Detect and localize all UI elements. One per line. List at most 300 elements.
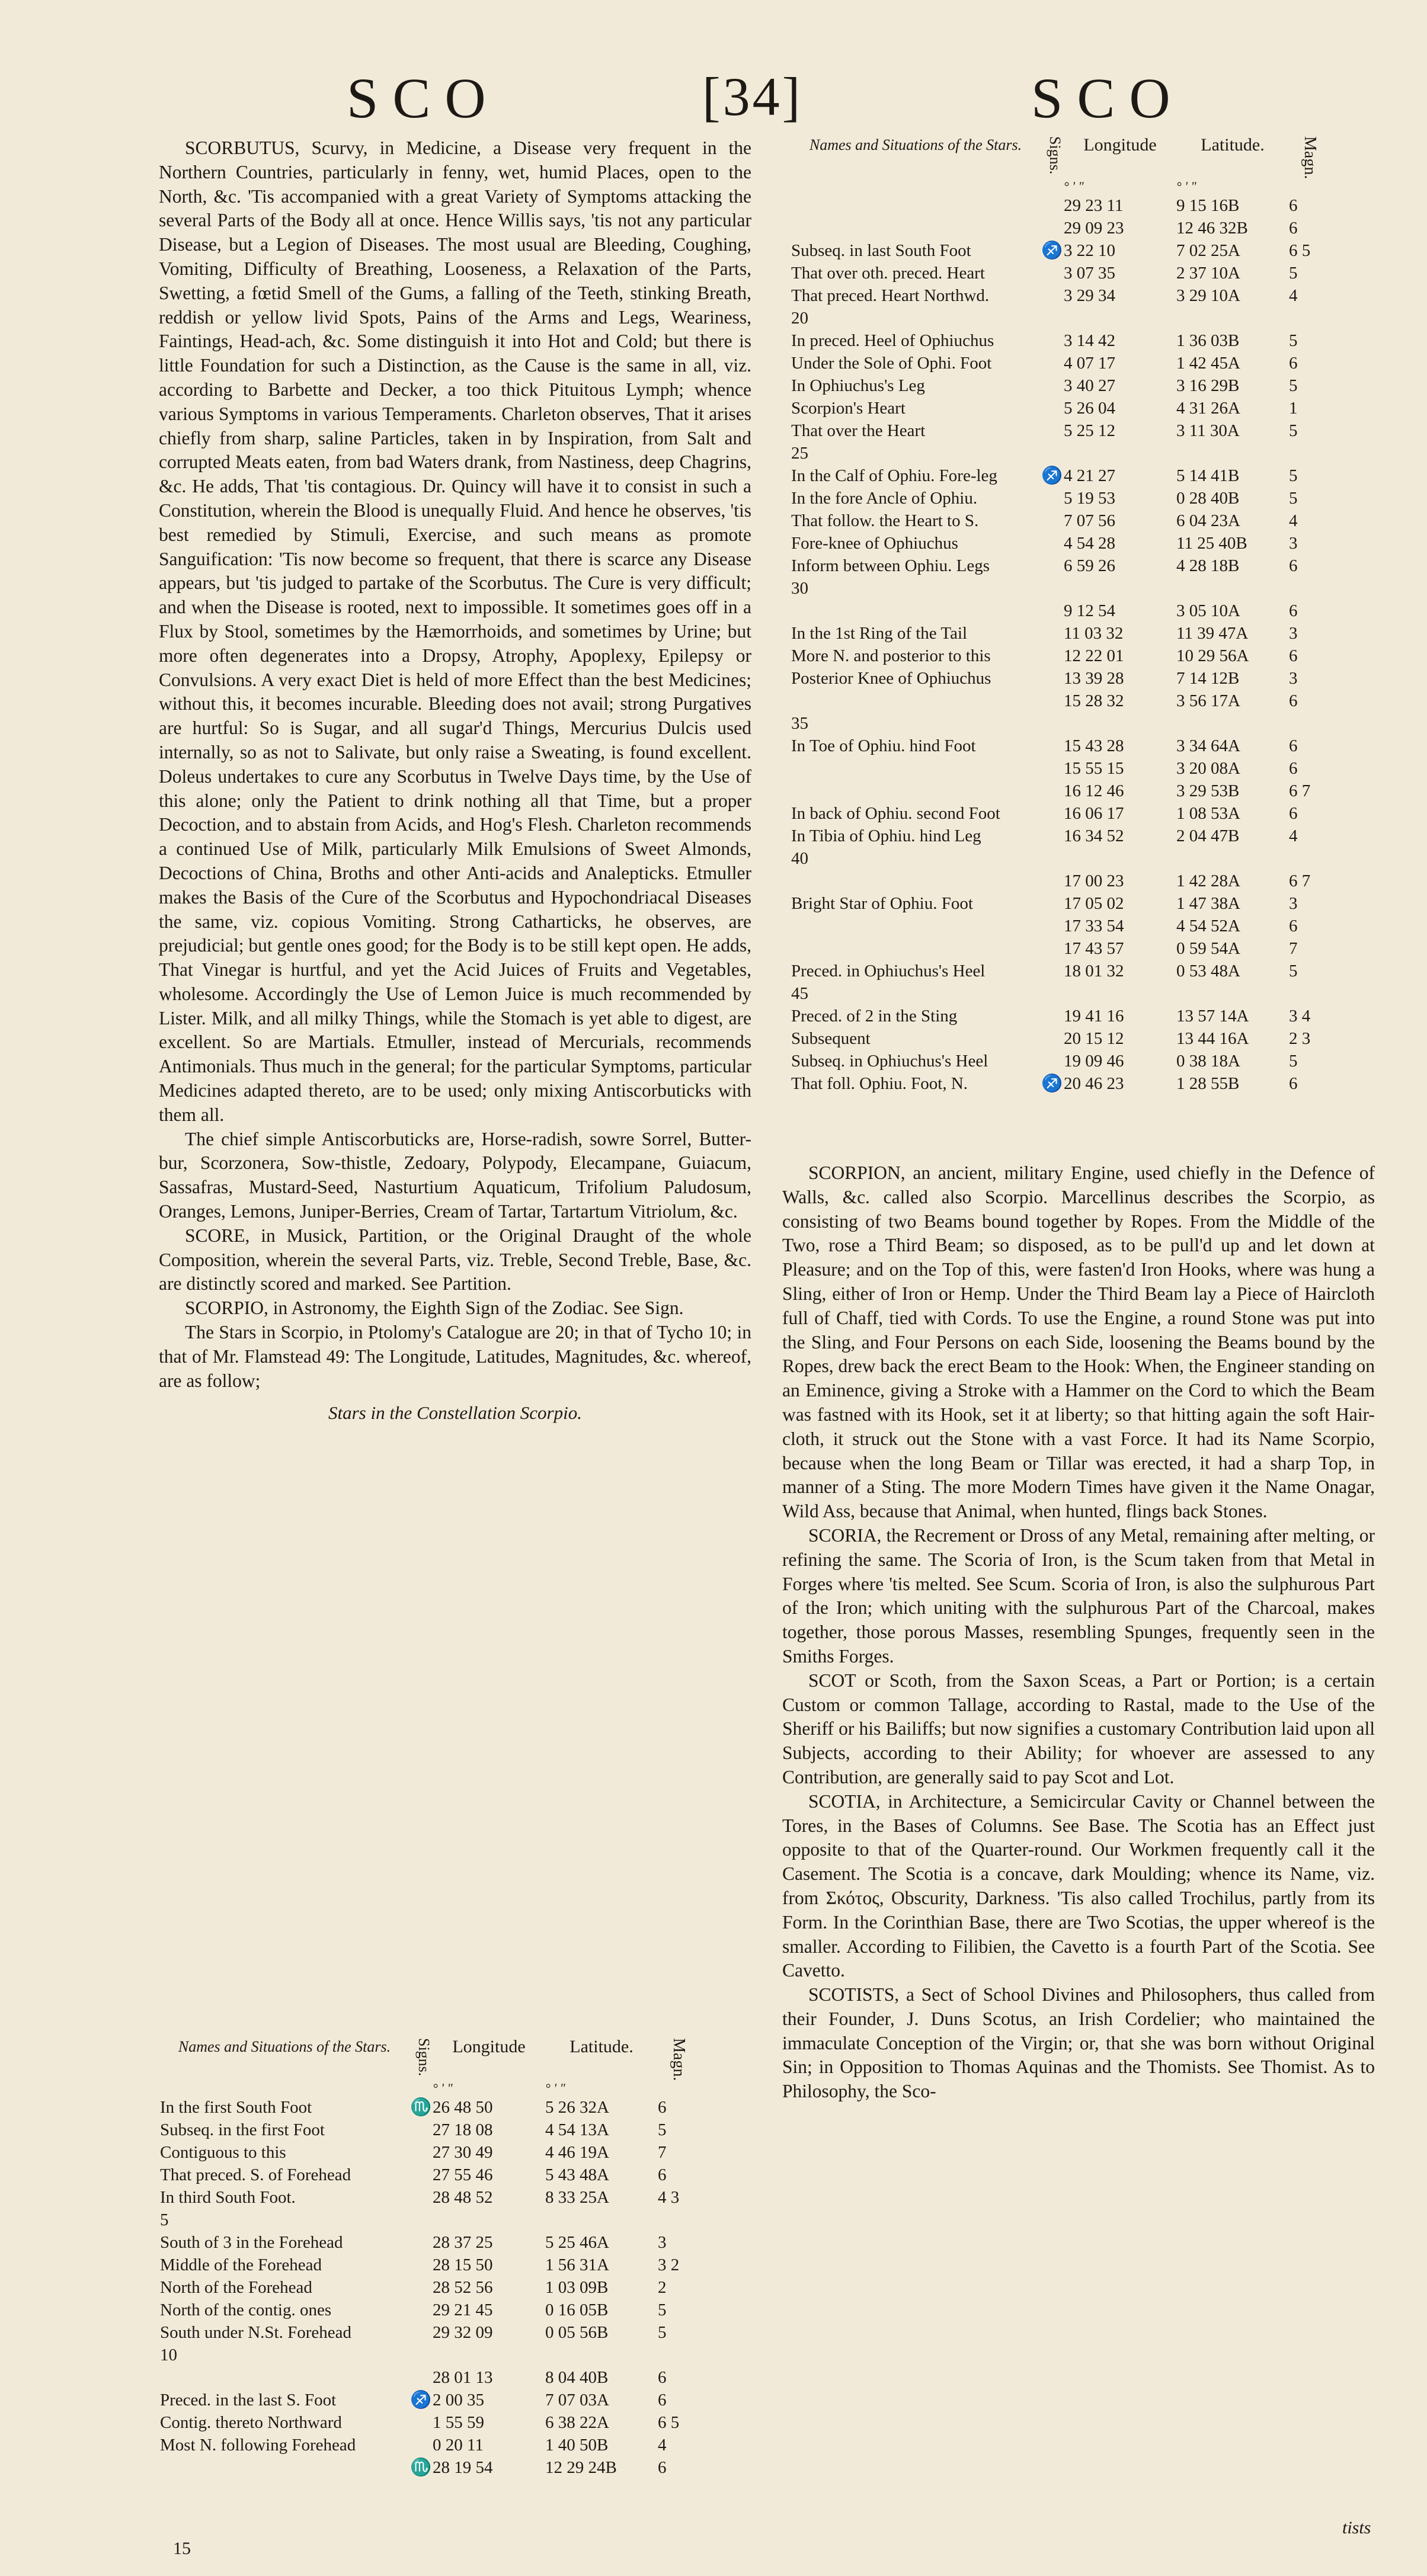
star-longitude: 0 20 11 xyxy=(433,2436,484,2455)
header-magn: Magn. xyxy=(670,2038,688,2081)
star-longitude xyxy=(1064,442,1176,464)
star-latitude: 0 59 54A xyxy=(1176,939,1240,959)
star-magnitude: 4 3 xyxy=(658,2188,680,2207)
star-sign xyxy=(409,2366,433,2389)
star-latitude: 1 08 53A xyxy=(1176,804,1240,824)
star-name: Preced. in the last S. Foot xyxy=(160,2391,337,2410)
star-name: Posterior Knee of Ophiuchus xyxy=(791,669,991,688)
star-name: In Tibia of Ophiu. hind Leg xyxy=(791,826,981,846)
star-sign xyxy=(1040,780,1064,802)
table-row xyxy=(791,735,1390,757)
star-name xyxy=(791,937,1040,960)
star-latitude: 6 04 23A xyxy=(1176,511,1240,531)
star-magnitude xyxy=(658,2344,687,2366)
star-longitude: 17 05 02 xyxy=(1064,894,1124,914)
star-latitude: 5 14 41B xyxy=(1176,466,1240,486)
table-row xyxy=(791,284,1390,307)
star-latitude: 2 37 10A xyxy=(1176,264,1240,283)
star-sign xyxy=(409,2164,433,2186)
star-magnitude xyxy=(1289,577,1319,600)
star-magnitude: 3 xyxy=(1289,624,1298,643)
star-longitude: 27 55 46 xyxy=(433,2165,493,2185)
star-name: In the Calf of Ophiu. Fore-leg xyxy=(791,466,997,486)
units-row xyxy=(160,2081,747,2096)
star-longitude xyxy=(433,2209,545,2231)
star-sign xyxy=(409,2321,433,2344)
star-magnitude: 4 xyxy=(1289,511,1298,531)
star-sign xyxy=(1040,600,1064,622)
star-latitude: 3 16 29B xyxy=(1176,376,1240,396)
star-longitude: 17 43 57 xyxy=(1064,939,1124,959)
star-name xyxy=(791,757,1040,780)
star-name: 35 xyxy=(791,714,808,733)
star-sign xyxy=(1040,690,1064,712)
star-magnitude: 4 xyxy=(1289,286,1298,306)
star-name: Under the Sole of Ophi. Foot xyxy=(791,354,992,373)
star-name: In the 1st Ring of the Tail xyxy=(791,624,968,643)
units-latitude: ° ʹ ʺ xyxy=(1176,179,1196,194)
star-latitude: 4 54 52A xyxy=(1176,917,1240,936)
star-name: That preced. Heart Northwd. xyxy=(791,286,990,306)
star-latitude: 13 57 14A xyxy=(1176,1007,1249,1026)
star-magnitude: 6 xyxy=(1289,354,1298,373)
star-sign xyxy=(1040,667,1064,690)
star-latitude: 0 38 18A xyxy=(1176,1052,1240,1071)
star-longitude: 20 15 12 xyxy=(1064,1029,1124,1049)
units-longitude: ° ʹ ʺ xyxy=(433,2081,453,2096)
star-longitude: 16 34 52 xyxy=(1064,826,1124,846)
star-sign xyxy=(1040,510,1064,532)
star-magnitude: 6 xyxy=(1289,196,1298,216)
star-longitude: 16 12 46 xyxy=(1064,781,1124,801)
star-sign xyxy=(1040,645,1064,667)
star-magnitude: 6 5 xyxy=(1289,241,1311,261)
star-latitude xyxy=(1176,847,1289,870)
star-longitude xyxy=(1064,847,1176,870)
star-longitude: 27 30 49 xyxy=(433,2143,493,2162)
star-latitude: 2 04 47B xyxy=(1176,826,1240,846)
star-latitude xyxy=(1176,442,1289,464)
star-longitude: 3 22 10 xyxy=(1064,241,1115,261)
star-longitude: 28 15 50 xyxy=(433,2255,493,2275)
star-latitude: 6 38 22A xyxy=(545,2413,609,2433)
star-latitude: 1 42 28A xyxy=(1176,872,1240,891)
star-magnitude: 5 xyxy=(658,2120,667,2140)
star-name: Contig. thereto Northward xyxy=(160,2413,342,2433)
table-row xyxy=(791,1005,1390,1027)
star-magnitude xyxy=(658,2209,687,2231)
star-name: That preced. S. of Forehead xyxy=(160,2165,351,2185)
catchword-right: tists xyxy=(1342,2518,1371,2537)
star-magnitude: 6 xyxy=(1289,736,1298,756)
entry-scorpio-stars: The Stars in Scorpio, in Ptolomy's Catalogue are 20; in that of Tycho 10; in that of Mr. Flamstead 49: The Longitude, Latitudes, Magnitudes, &c. whereof, are as follow; xyxy=(159,1322,751,1391)
star-longitude: 5 25 12 xyxy=(1064,421,1115,441)
star-longitude: 16 06 17 xyxy=(1064,804,1124,824)
star-sign xyxy=(409,2231,433,2254)
table-row xyxy=(791,217,1390,239)
star-magnitude: 5 xyxy=(1289,264,1298,283)
star-magnitude: 7 xyxy=(658,2143,667,2162)
star-name: That foll. Ophiu. Foot, N. xyxy=(791,1074,968,1094)
star-latitude: 12 29 24B xyxy=(545,2458,617,2478)
star-longitude: 28 19 54 xyxy=(433,2458,493,2478)
entry-scorbutus: SCORBUTUS, Scurvy, in Medicine, a Disease very frequent in the Northern Countries, particularly in fenny, wet, humid Places, open to the North, &c. 'Tis accompanied with a great Variety of Symptoms attacking the several Parts of the Body all at once. Hence Willis says, 'tis not any particular Disease, but a Legion of Diseases. The most usual are Bleeding, Coughing, Vomiting, Difficulty of Breathing, Looseness, a Relaxation of the Parts, Swetting, a fœtid Smell of the Gums, a falling of the Teeth, stinking Breath, reddish or yellow livid Spots, Pains of the Arms and Legs, Weariness, Faintings, Head-ach, &c. Some distinguish it into Hot and Cold; but there is little Foundation for such a Distinction, as the Cause is the same in all, viz. according to Barbette and Decker, a too thick Pituitous Lymph; whence various Symptoms in various Temperaments. Charleton observes, That it arises chiefly from sharp, saline Particles, taken in by Inspiration, from Salt and corrupted Meats eaten, from bad Waters drank, from Nastiness, deep Chagrins, &c. He adds, That 'tis contagious. Dr. Quincy will have it to consist in such a Constitution, wherein the Blood is unequally Fluid. And hence he observes, 'tis best remedied by Stimuli, Exercise, and such means as promote Sanguification: 'Tis now become so frequent, that there is scarce any Disease appears, but 'tis judged to partake of the Scorbutus. The Cure is very difficult; and when the Disease is rooted, next to impossible. It sometimes goes off in a Flux by Stool, sometimes by the Hæmorrhoids, and sometimes by Urine; but more often degenerates into a Dropsy, Atrophy, Apoplexy, Epilepsy or Convulsions. A very exact Diet is held of more Effect than the best Medicines; without this, it becomes incurable. Bleeding does not avail; strong Purgatives are hurtful: So is Sugar, and all sugar'd Things, Mercurius Dulcis used internally, so as not to Salivate, but only raise a Sweating, is found excellent. Doleus undertakes to cure any Scorbutus in Twelve Days time, by the Use of this alone; only the Patient to drink nothing all that Time, but a proper Decoction, and to abstain from Acids, and Hog's Flesh. Charleton recommends a continued Use of Milk, particularly Milk Emulsions of Sweet Almonds, Decoctions of China, Broths and other Anti-acids and Analepticks. Etmuller makes the Basis of the Cure of the Scorbutus and Hypochondriacal Diseases the same, viz. copious Vomiting. Strong Catharticks, he observes, are prejudicial; but gentle ones good; for the Body is to be still kept open. He adds, That Vinegar is hurtful, and yet the Acid Juices of Fruits and Vegetables, wholesome. Accordingly the Use of Lemon Juice is much recommended by Lister. Milk, and all milky Things, while the Stomach is yet able to digest, are excellent. So are Martials. Etmuller, instead of Mercurials, recommends Antimonials. Thus much in the general; for the particular Symptoms, particular Medicines adapted thereto, are to be used; only mixing Antiscorbuticks with them all. xyxy=(159,137,751,1125)
star-longitude: 28 37 25 xyxy=(433,2233,493,2253)
star-latitude: 0 05 56B xyxy=(545,2323,609,2343)
star-longitude: 15 43 28 xyxy=(1064,736,1124,756)
star-magnitude: 6 xyxy=(658,2368,667,2388)
star-name xyxy=(791,600,1040,622)
table-row xyxy=(791,937,1390,960)
star-name: South under N.St. Forehead xyxy=(160,2323,351,2343)
star-sign xyxy=(1040,1027,1064,1050)
table-row xyxy=(791,1050,1390,1072)
star-sign xyxy=(409,2276,433,2299)
star-longitude: 9 12 54 xyxy=(1064,601,1115,621)
star-magnitude: 5 xyxy=(658,2323,667,2343)
star-sign xyxy=(1040,374,1064,397)
star-sign xyxy=(1040,1050,1064,1072)
table-row xyxy=(791,374,1390,397)
star-magnitude: 3 xyxy=(1289,534,1298,553)
star-latitude: 11 39 47A xyxy=(1176,624,1249,643)
units-latitude: ° ʹ ʺ xyxy=(545,2081,565,2096)
star-sign xyxy=(1040,802,1064,825)
star-magnitude: 6 xyxy=(658,2458,667,2478)
star-longitude: 29 21 45 xyxy=(433,2301,493,2320)
star-latitude: 5 26 32A xyxy=(545,2098,609,2117)
star-magnitude: 6 xyxy=(658,2391,667,2410)
star-longitude: 18 01 32 xyxy=(1064,962,1124,981)
star-latitude: 12 46 32B xyxy=(1176,219,1248,238)
star-longitude: 15 55 15 xyxy=(1064,759,1124,778)
table-row xyxy=(791,915,1390,937)
star-magnitude: 6 xyxy=(1289,556,1298,576)
star-sign xyxy=(409,2141,433,2164)
table-row xyxy=(791,847,1390,870)
star-name: In the fore Ancle of Ophiu. xyxy=(791,489,978,508)
star-sign xyxy=(1040,960,1064,982)
star-longitude xyxy=(1064,307,1176,329)
star-name: Inform between Ophiu. Legs xyxy=(791,556,990,576)
star-sign xyxy=(409,2299,433,2321)
star-sign xyxy=(1040,217,1064,239)
star-latitude: 3 05 10A xyxy=(1176,601,1240,621)
star-sign xyxy=(1040,352,1064,374)
star-longitude: 3 07 35 xyxy=(1064,264,1115,283)
header-left: SCO xyxy=(347,66,500,130)
star-name xyxy=(791,217,1040,239)
entry-scoria: SCORIA, the Recrement or Dross of any Metal, remaining after melting, or refining the same. The Scoria of Iron, is the Scum taken from that Metal in Forges where 'tis melted. See Scum. Scoria of Iron, is also the sulphurous Part of the Iron; which uniting with the sulphurous Part of the Charcoal, makes together, those porous Masses, resembling Spunges, frequently seen in the Smiths Forges. xyxy=(782,1524,1375,1667)
star-sign xyxy=(409,2344,433,2366)
star-magnitude: 4 xyxy=(658,2436,667,2455)
table-row xyxy=(791,442,1390,464)
star-latitude: 8 33 25A xyxy=(545,2188,609,2207)
star-sign xyxy=(1040,307,1064,329)
table-row xyxy=(160,2299,747,2321)
star-latitude: 0 16 05B xyxy=(545,2301,609,2320)
star-name xyxy=(791,780,1040,802)
header-magn: Magn. xyxy=(1301,136,1319,180)
star-magnitude: 6 xyxy=(1289,219,1298,238)
star-magnitude: 7 xyxy=(1289,939,1298,959)
star-magnitude: 6 xyxy=(1289,1074,1298,1094)
table-row xyxy=(791,690,1390,712)
table-row xyxy=(791,982,1390,1005)
star-magnitude: 6 5 xyxy=(658,2413,680,2433)
table-row xyxy=(791,194,1390,217)
entry-antiscorbuticks: The chief simple Antiscorbuticks are, Horse-radish, sowre Sorrel, Butter-bur, Scorzonera, Sow-thistle, Zedoary, Polypody, Elecampane, Guiacum, Sassafras, Mustard-Seed, Nasturtium Aquaticum, Trifolium Paludosum, Oranges, Lemons, Juniper-Berries, Cream of Tartar, Tartartum Vitriolum, &c. xyxy=(159,1128,751,1222)
star-longitude: 11 03 32 xyxy=(1064,624,1124,643)
star-magnitude: 6 xyxy=(1289,759,1298,778)
star-latitude: 4 46 19A xyxy=(545,2143,609,2162)
star-latitude: 1 03 09B xyxy=(545,2278,609,2298)
star-magnitude: 2 xyxy=(658,2278,667,2298)
table-row xyxy=(160,2344,747,2366)
table-row xyxy=(791,577,1390,600)
star-name: That over oth. preced. Heart xyxy=(791,264,985,283)
star-name: 10 xyxy=(160,2346,177,2365)
star-sign xyxy=(1040,194,1064,217)
star-sign xyxy=(1040,937,1064,960)
star-sign: ♐ xyxy=(1041,466,1063,486)
star-sign xyxy=(409,2186,433,2209)
star-name: Preced. in Ophiuchus's Heel xyxy=(791,962,986,981)
table-row xyxy=(160,2411,747,2434)
table-row xyxy=(791,825,1390,847)
star-name: 40 xyxy=(791,849,808,869)
star-magnitude: 6 xyxy=(658,2098,667,2117)
star-latitude: 7 02 25A xyxy=(1176,241,1240,261)
star-longitude: 26 48 50 xyxy=(433,2098,493,2117)
table-row xyxy=(791,510,1390,532)
header-latitude: Latitude. xyxy=(569,2037,633,2056)
left-column xyxy=(159,136,751,1434)
table-row xyxy=(791,870,1390,892)
star-latitude: 4 54 13A xyxy=(545,2120,609,2140)
star-magnitude: 3 4 xyxy=(1289,1007,1311,1026)
table-row xyxy=(160,2434,747,2456)
star-name: 25 xyxy=(791,444,808,463)
star-longitude: 17 00 23 xyxy=(1064,872,1124,891)
table-row xyxy=(160,2254,747,2276)
star-sign xyxy=(409,2254,433,2276)
star-name xyxy=(160,2456,409,2479)
table-row xyxy=(791,262,1390,284)
star-latitude: 0 53 48A xyxy=(1176,962,1240,981)
star-name: In third South Foot. xyxy=(160,2188,296,2207)
table-row xyxy=(791,600,1390,622)
page-number: [34] xyxy=(702,66,803,127)
table-row xyxy=(791,419,1390,442)
star-longitude: 20 46 23 xyxy=(1064,1074,1124,1094)
star-longitude: 13 39 28 xyxy=(1064,669,1124,688)
star-name: Bright Star of Ophiu. Foot xyxy=(791,894,973,914)
star-latitude: 3 20 08A xyxy=(1176,759,1240,778)
star-magnitude: 5 xyxy=(1289,962,1298,981)
star-table-left xyxy=(160,2038,747,2479)
star-sign xyxy=(1040,982,1064,1005)
table-row xyxy=(160,2366,747,2389)
table-row xyxy=(791,1072,1390,1095)
star-sign: ♏ xyxy=(409,2098,432,2117)
star-latitude xyxy=(545,2344,658,2366)
table-row xyxy=(160,2276,747,2299)
star-longitude: 5 26 04 xyxy=(1064,399,1115,418)
star-longitude: 19 41 16 xyxy=(1064,1007,1124,1026)
table-row xyxy=(160,2119,747,2141)
star-latitude: 4 28 18B xyxy=(1176,556,1240,576)
star-name: South of 3 in the Forehead xyxy=(160,2233,343,2253)
star-name: Subsequent xyxy=(791,1029,871,1049)
table-header-right xyxy=(791,136,1390,179)
table-row xyxy=(791,352,1390,374)
star-magnitude xyxy=(1289,712,1319,735)
star-latitude: 1 40 50B xyxy=(545,2436,609,2455)
star-latitude: 11 25 40B xyxy=(1176,534,1247,553)
star-latitude: 3 29 10A xyxy=(1176,286,1240,306)
star-name: In the first South Foot xyxy=(160,2098,312,2117)
star-latitude xyxy=(1176,577,1289,600)
table-row xyxy=(791,802,1390,825)
table-row xyxy=(160,2456,747,2479)
header-longitude: Longitude xyxy=(452,2037,526,2056)
star-magnitude: 6 7 xyxy=(1289,872,1311,891)
star-sign xyxy=(1040,284,1064,307)
star-sign xyxy=(1040,397,1064,419)
star-latitude: 5 25 46A xyxy=(545,2233,609,2253)
table-row xyxy=(160,2389,747,2411)
table-row xyxy=(791,645,1390,667)
star-longitude xyxy=(1064,982,1176,1005)
star-magnitude: 5 xyxy=(658,2301,667,2320)
units-row xyxy=(791,179,1390,194)
star-latitude: 4 31 26A xyxy=(1176,399,1240,418)
star-magnitude: 3 xyxy=(1289,669,1298,688)
star-magnitude: 2 3 xyxy=(1289,1029,1311,1049)
star-name: 5 xyxy=(160,2210,169,2230)
star-name xyxy=(791,194,1040,217)
star-name: Subseq. in last South Foot xyxy=(791,241,971,261)
star-sign xyxy=(1040,712,1064,735)
star-name xyxy=(791,870,1040,892)
table-row xyxy=(791,487,1390,510)
star-magnitude: 5 xyxy=(1289,421,1298,441)
table-row xyxy=(791,397,1390,419)
star-sign xyxy=(1040,419,1064,442)
header-signs: Signs. xyxy=(415,2038,433,2077)
star-longitude: 3 14 42 xyxy=(1064,331,1115,351)
star-latitude: 3 34 64A xyxy=(1176,736,1240,756)
star-magnitude: 5 xyxy=(1289,489,1298,508)
table-row xyxy=(160,2141,747,2164)
star-latitude xyxy=(1176,307,1289,329)
table-row xyxy=(160,2096,747,2119)
star-sign xyxy=(1040,825,1064,847)
star-sign xyxy=(1040,555,1064,577)
star-sign xyxy=(409,2411,433,2434)
star-latitude: 3 11 30A xyxy=(1176,421,1240,441)
star-name: That over the Heart xyxy=(791,421,926,441)
table-row xyxy=(160,2321,747,2344)
star-longitude: 4 54 28 xyxy=(1064,534,1115,553)
star-longitude xyxy=(433,2344,545,2366)
table-header xyxy=(160,2038,747,2081)
star-name: Subseq. in the first Foot xyxy=(160,2120,325,2140)
star-table-right xyxy=(791,136,1390,1095)
star-latitude: 1 36 03B xyxy=(1176,331,1240,351)
star-sign: ♏ xyxy=(409,2458,432,2478)
entry-scotists: SCOTISTS, a Sect of School Divines and Philosophers, thus called from their Founder, J. Duns Scotus, an Irish Cordelier; who maintained the immaculate Conception of the Virgin; or, that she was born without Original Sin; in Opposition to Thomas Aquinas and the Thomists. See Thomist. As to Philosophy, the Sco- xyxy=(782,1984,1375,2102)
star-latitude: 3 29 53B xyxy=(1176,781,1240,801)
star-longitude: 6 59 26 xyxy=(1064,556,1115,576)
star-sign xyxy=(1040,847,1064,870)
star-latitude: 1 28 55B xyxy=(1176,1074,1240,1094)
star-longitude: 3 40 27 xyxy=(1064,376,1115,396)
star-name: North of the contig. ones xyxy=(160,2301,332,2320)
table-row xyxy=(791,239,1390,262)
star-longitude: 28 01 13 xyxy=(433,2368,493,2388)
star-longitude: 29 23 11 xyxy=(1064,196,1124,216)
star-longitude: 4 21 27 xyxy=(1064,466,1115,486)
star-longitude: 29 09 23 xyxy=(1064,219,1124,238)
star-latitude: 3 56 17A xyxy=(1176,691,1240,711)
star-name: North of the Forehead xyxy=(160,2278,312,2298)
star-name: 30 xyxy=(791,579,808,598)
star-name xyxy=(791,690,1040,712)
table-row xyxy=(791,1027,1390,1050)
star-magnitude: 6 7 xyxy=(1289,781,1311,801)
star-name: Fore-knee of Ophiuchus xyxy=(791,534,958,553)
units-longitude: ° ʹ ʺ xyxy=(1064,179,1084,194)
star-longitude: 15 28 32 xyxy=(1064,691,1124,711)
star-longitude: 1 55 59 xyxy=(433,2413,484,2433)
star-name: Most N. following Forehead xyxy=(160,2436,356,2455)
table-row xyxy=(791,329,1390,352)
star-name: In back of Ophiu. second Foot xyxy=(791,804,1000,824)
star-magnitude: 3 xyxy=(1289,894,1298,914)
star-latitude xyxy=(1176,982,1289,1005)
star-magnitude: 5 xyxy=(1289,331,1298,351)
star-name: In Ophiuchus's Leg xyxy=(791,376,925,396)
star-magnitude: 4 xyxy=(1289,826,1298,846)
star-magnitude xyxy=(1289,847,1319,870)
star-sign xyxy=(1040,622,1064,645)
star-magnitude: 3 2 xyxy=(658,2255,680,2275)
star-sign xyxy=(409,2434,433,2456)
star-latitude xyxy=(1176,712,1289,735)
star-longitude xyxy=(1064,712,1176,735)
star-magnitude: 6 xyxy=(1289,691,1298,711)
table-row xyxy=(160,2186,747,2209)
entry-score: SCORE, in Musick, Partition, or the Original Draught of the whole Composition, wherein the several Parts, viz. Treble, Second Treble, Base, &c. are distinctly scored and marked. See Partition. xyxy=(159,1225,751,1295)
star-name: That follow. the Heart to S. xyxy=(791,511,979,531)
header-names: Names and Situations of the Stars. xyxy=(809,136,1022,153)
star-longitude: 29 32 09 xyxy=(433,2323,493,2343)
star-magnitude: 1 xyxy=(1289,399,1298,418)
star-longitude: 28 52 56 xyxy=(433,2278,493,2298)
star-name xyxy=(160,2366,409,2389)
table-row xyxy=(791,757,1390,780)
star-sign xyxy=(1040,892,1064,915)
star-sign xyxy=(1040,915,1064,937)
header-right: SCO xyxy=(1031,66,1185,130)
star-latitude: 1 56 31A xyxy=(545,2255,609,2275)
star-magnitude: 5 xyxy=(1289,466,1298,486)
entry-scorpion: SCORPION, an ancient, military Engine, used chiefly in the Defence of Walls, &c. called also Scorpio. Marcellinus describes the Scorpio, as consisting of two Beams bound together by Ropes. From the Middle of the Two, rose a Third Beam; so disposed, as to be pull'd up and let down at Pleasure; and on the Top of this, were fasten'd Iron Hooks, where was hung a Sling, either of Iron or Hemp. Under the Third Beam lay a Piece of Haircloth full of Chaff, tied with Cords. To use the Engine, a round Stone was put into the Sling, and Four Persons on each Side, loosening the Beams bound by the Ropes, drew back the erect Beam to the Hook: When, the Engineer standing on an Eminence, giving a Stroke with a Hammer on the Cord to which the Beam was fastned with its Hook, set it at liberty; so that hitting again the soft Hair-cloth, it struck out the Stone with a vast Force. It had its Name Scorpio, because when the long Beam or Tillar was erected, it had a sharp Top, in manner of a Sting. The more Modern Times have given it the Name Onagar, Wild Ass, because that Animal, when hunted, flings back Stones. xyxy=(782,1162,1375,1522)
table-row xyxy=(160,2231,747,2254)
star-name: In Toe of Ophiu. hind Foot xyxy=(791,736,976,756)
